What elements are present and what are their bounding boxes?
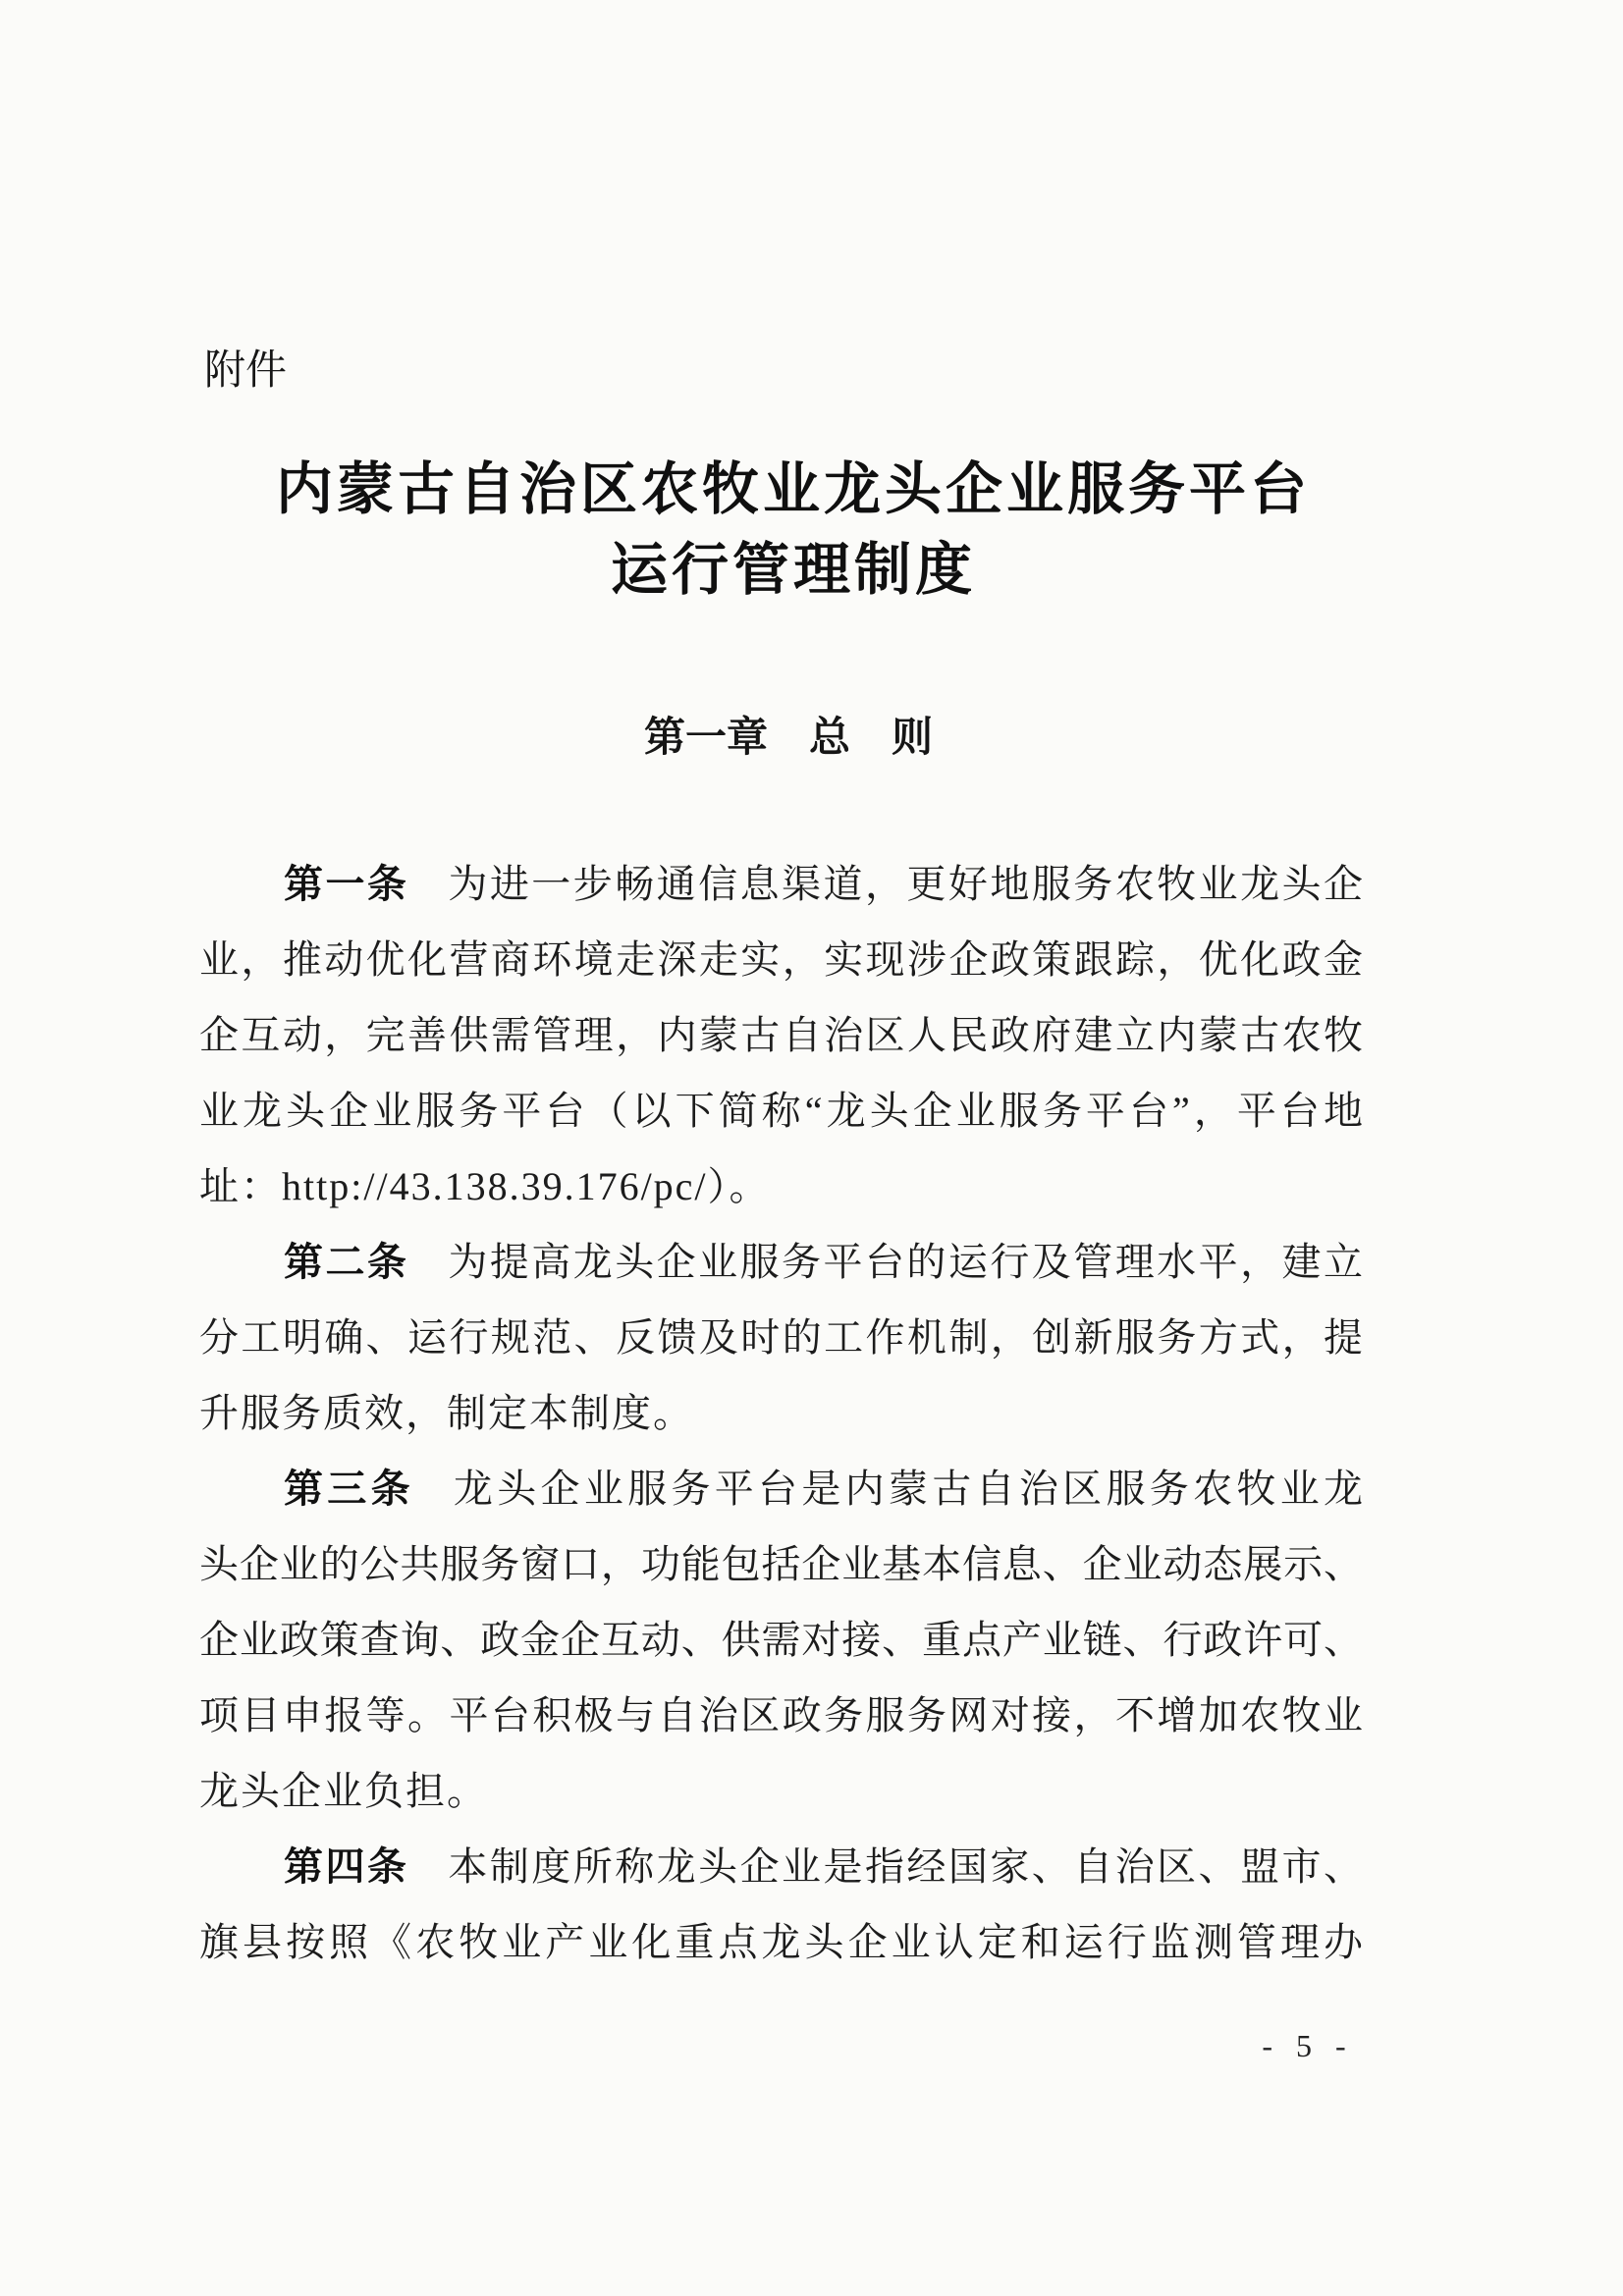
body-line — [199, 1678, 1363, 1753]
line-text: 龙头企业负担。 — [199, 1769, 488, 1813]
line-text: 本制度所称龙头企业是指经国家、自治区、盟市、 — [448, 1844, 1363, 1889]
article-number: 第一条 — [284, 863, 409, 906]
body-line — [199, 997, 1363, 1073]
body-line — [199, 1753, 1363, 1829]
body-line — [199, 1526, 1363, 1602]
body-line — [199, 1148, 1363, 1224]
chapter-heading: 第一章 总 则 — [643, 716, 933, 761]
line-text: 业龙头企业服务平台（以下简称“龙头企业服务平台”，平台地 — [199, 1089, 1363, 1133]
line-text: 为提高龙头企业服务平台的运行及管理水平，建立 — [448, 1240, 1363, 1284]
line-text: 为进一步畅通信息渠道，更好地服务农牧业龙头企 — [448, 862, 1363, 906]
article-number: 第四条 — [284, 1845, 409, 1889]
line-text: 企互动，完善供需管理，内蒙古自治区人民政府建立内蒙古农牧 — [199, 1013, 1363, 1057]
attachment-label: 附件 — [204, 347, 288, 393]
line-text: 项目申报等。平台积极与自治区政务服务网对接，不增加农牧业 — [199, 1693, 1363, 1737]
line-text: 头企业的公共服务窗口，功能包括企业基本信息、企业动态展示、 — [199, 1542, 1363, 1586]
document-body — [199, 846, 1363, 1980]
line-text: 升服务质效，制定本制度。 — [199, 1391, 694, 1435]
body-line — [199, 846, 1363, 922]
line-text: 旗县按照《农牧业产业化重点龙头企业认定和运行监测管理办 — [199, 1920, 1363, 1964]
document-title — [0, 450, 1587, 611]
line-text: 分工明确、运行规范、反馈及时的工作机制，创新服务方式，提 — [199, 1315, 1363, 1360]
body-line — [199, 1300, 1363, 1375]
document-title-line1: 内蒙古自治区农牧业龙头企业服务平台 — [275, 457, 1311, 521]
page-number: - 5 - — [1262, 2028, 1354, 2063]
line-text: 址：http://43.138.39.176/pc/）。 — [199, 1164, 771, 1208]
body-line — [199, 1602, 1363, 1678]
body-line — [199, 1451, 1363, 1526]
body-line — [199, 922, 1363, 997]
article-number: 第二条 — [284, 1241, 409, 1284]
document-title-line2: 运行管理制度 — [610, 538, 976, 602]
line-text: 龙头企业服务平台是内蒙古自治区服务农牧业龙 — [453, 1467, 1364, 1511]
line-text: 业，推动优化营商环境走深走实，实现涉企政策跟踪，优化政金 — [199, 937, 1363, 982]
body-line — [199, 1829, 1363, 1904]
body-line — [199, 1904, 1363, 1980]
body-line — [199, 1073, 1363, 1148]
article-number: 第三条 — [284, 1468, 414, 1511]
body-line — [199, 1224, 1363, 1300]
line-text: 企业政策查询、政金企互动、供需对接、重点产业链、行政许可、 — [199, 1618, 1363, 1662]
body-line — [199, 1375, 1363, 1451]
